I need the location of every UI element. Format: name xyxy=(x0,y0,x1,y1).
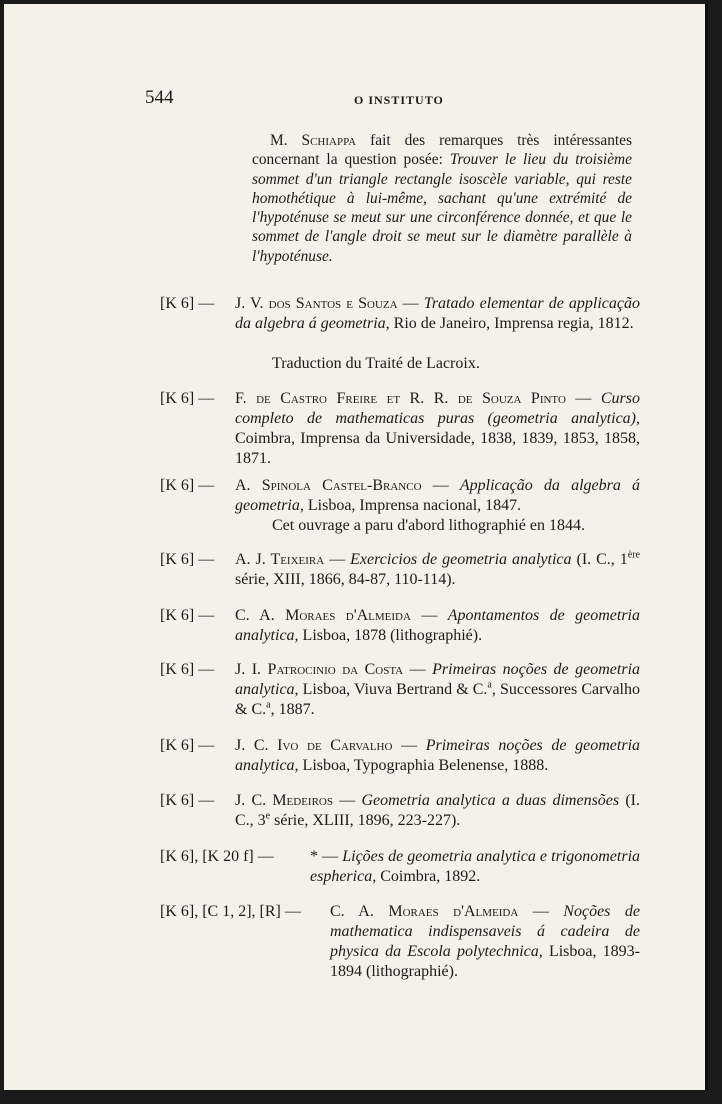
note-text: Cet ouvrage a paru d'abord lithographié en 1844. xyxy=(272,517,586,534)
entry-author: F. de Castro Freire et R. R. de Souza Pinto xyxy=(235,390,566,407)
entry-title: Primeiras noções de geometria analytica, xyxy=(235,737,641,774)
entry-author: J. V. dos Santos e Souza xyxy=(235,295,398,312)
entry-author: A. Spinola Castel-Branco xyxy=(235,477,422,494)
entry-sup: a xyxy=(266,699,271,711)
entry-rest: Rio de Janeiro, Imprensa regia, 1812. xyxy=(389,315,634,332)
entry-sup: ère xyxy=(627,549,640,561)
bibliography-entry xyxy=(160,294,640,334)
bibliography-entry xyxy=(160,902,640,982)
bibliography-entry xyxy=(160,660,640,720)
entry-code: [K 6] — xyxy=(160,551,215,568)
entry-rest: Lisboa, Typographia Belenense, 1888. xyxy=(298,757,549,774)
entry-dash: — xyxy=(518,903,564,920)
bibliography-entry xyxy=(160,606,640,646)
entry-code: [K 6] — xyxy=(160,661,215,678)
entry-rest: Coimbra, 1892. xyxy=(376,868,481,885)
entry-rest-pre: (I. C., 3 xyxy=(235,792,641,829)
entry-author: A. J. Teixeira xyxy=(235,551,325,568)
entry-author: J. C. Ivo de Carvalho xyxy=(235,737,393,754)
entry-title: Primeiras noções de geometria analytica, xyxy=(235,661,641,698)
entry-title: Applicação da algebra á geometria, xyxy=(235,477,641,514)
entry-note xyxy=(272,354,480,374)
entry-code: [K 6] — xyxy=(160,477,215,494)
entry-sup: a xyxy=(487,679,492,691)
entry-code: [K 6] — xyxy=(160,607,215,624)
intro-paragraph xyxy=(252,131,632,266)
entry-rest: Lisboa, Imprensa nacional, 1847. xyxy=(303,497,522,514)
entry-title: Apontamentos de geometria analytica, xyxy=(235,607,640,644)
bibliography-entry xyxy=(160,791,640,831)
entry-code: [K 6] — xyxy=(160,390,215,407)
entry-rest-pre: (I. C., 1 xyxy=(571,551,628,568)
entry-rest-mid: , Successores Carvalho & C. xyxy=(235,681,640,718)
entry-author: * xyxy=(310,848,318,865)
entry-dash: — xyxy=(565,390,601,407)
bibliography-entry xyxy=(160,389,640,469)
entry-dash: — xyxy=(324,551,351,568)
bibliography-entry xyxy=(160,736,640,776)
running-header xyxy=(145,87,531,113)
running-title: O INSTITUTO xyxy=(354,93,444,107)
entry-dash: — xyxy=(392,737,426,754)
entry-author: J. I. Patrocinio da Costa xyxy=(235,661,404,678)
entry-rest-pre: Lisboa, Viuva Bertrand & C. xyxy=(298,681,488,698)
entry-dash: — xyxy=(403,661,433,678)
entry-dash: — xyxy=(318,848,343,865)
intro-author: M. Schiappa xyxy=(270,132,357,149)
entry-rest: Lisboa, 1893-1894 (lithographié). xyxy=(330,943,641,980)
entry-title: Noções de mathematica indispensaveis á cadeira de physica da Escola polytechnica, xyxy=(330,903,640,960)
entry-title: Lições de geometria analytica e trigonometria espherica, xyxy=(310,848,641,885)
entry-title: Curso completo de mathematicas puras (geometria analytica), xyxy=(235,390,640,427)
intro-quote: Trouver le lieu du troisième sommet d'un triangle rectangle isoscèle variable, qui reste homothétique à lui-même, sachant qu'une extrémité de l'hypoténuse se meut sur une circonférence donnée, et que le sommet de l'angle droit se meut sur le diamètre parallèle à l'hypoténuse. xyxy=(252,151,632,265)
entry-dash: — xyxy=(410,607,448,624)
entry-code: [K 6], [K 20 f] — xyxy=(160,848,274,865)
entry-rest: Lisboa, 1878 (lithographié). xyxy=(298,627,483,644)
entry-author: C. A. Moraes d'Almeida xyxy=(235,607,411,624)
page xyxy=(4,4,708,1090)
entry-dash: — xyxy=(333,792,362,809)
entry-title: Exercicios de geometria analytica xyxy=(350,551,572,568)
entry-note xyxy=(272,516,585,536)
entry-author: J. C. Medeiros xyxy=(235,792,333,809)
entry-rest: , 1887. xyxy=(270,701,315,718)
page-number: 544 xyxy=(145,87,174,108)
bibliography-entry xyxy=(160,550,640,590)
entry-code: [K 6] — xyxy=(160,295,215,312)
intro-text: fait des remarques très intéressantes concernant la question posée: xyxy=(252,132,632,169)
entry-title: Tratado elementar de applicação da algebra á geometria, xyxy=(235,295,641,332)
entry-sup: e xyxy=(265,810,271,822)
entry-rest: Coimbra, Imprensa da Universidade, 1838, 1839, 1853, 1858, 1871. xyxy=(235,430,640,467)
entry-dash: — xyxy=(421,477,460,494)
entry-code: [K 6], [C 1, 2], [R] — xyxy=(160,903,301,920)
entry-title: Geometria analytica a duas dimensões xyxy=(361,792,620,809)
entry-code: [K 6] — xyxy=(160,737,215,754)
entry-author: C. A. Moraes d'Almeida xyxy=(330,903,519,920)
entry-code: [K 6] — xyxy=(160,792,215,809)
entry-rest: série, XIII, 1866, 84-87, 110-114). xyxy=(235,571,456,588)
bibliography-entry xyxy=(160,847,640,887)
entry-dash: — xyxy=(397,295,424,312)
note-text: Traduction du Traité de Lacroix. xyxy=(272,355,480,372)
bibliography-entry xyxy=(160,476,640,516)
entry-rest: série, XLIII, 1896, 223-227). xyxy=(270,812,461,829)
